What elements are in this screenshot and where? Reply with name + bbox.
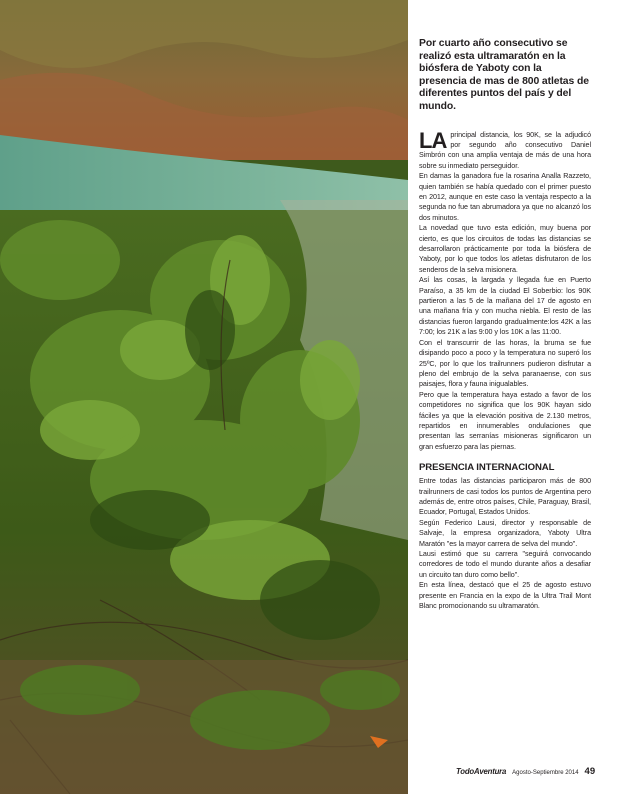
article-lead: Por cuarto año consecutivo se realizó esta ultramaratón en la biósfera de Yaboty con la presencia de mas de 800 atletas de diferentes puntos del país y del mundo. [419,38,589,112]
article-paragraph: Pero que la temperatura haya estado a favor de los competidores no significa que los 90K hayan sido fáciles ya que la elevación positiva de 2.130 metros, repartidos en innumerables ondulaciones que presentan las serranías misioneras significaron un gran esfuerzo para las piernas. [419,390,591,451]
drop-cap: LA [419,127,447,153]
article-paragraph: Entre todas las distancias participaron más de 800 trailrunners de casi todos los puntos de Argentina pero además de, entre otros países, Chile, Paraguay, Brasil, Ecuador, Portugal, Estados Unidos. [419,477,591,517]
magazine-name: TodoAventura [456,767,507,776]
article-paragraph: La novedad que tuvo esta edición, muy buena por cierto, es que los circuitos de todas las distancias se desarrollaron prácticamente por toda la biósfera de Yaboty, por lo que todos los atletas disfrutaron de los senderos de la selva misionera. [419,224,591,274]
article-paragraph: Según Federico Lausi, director y responsable de Salvaje, la empresa organizadora, Yaboty Ultra Maratón "es la mayor carrera de selva del mundo". [419,518,591,548]
article-paragraph: Con el transcurrir de las horas, la bruma se fue disipando poco a poco y la temperatura no superó los 25ºC, por lo que los trailrunners pudieron disfrutar a pleno del embrujo de la selva paranaense, con sus paisajes, flora y fauna inigualables. [419,338,591,389]
article-paragraph: En esta línea, destacó que el 25 de agosto estuvo presente en Francia en la expo de la Ultra Trail Mont Blanc promocionando su ultramaratón. [419,581,591,611]
page-number: 49 [584,766,596,777]
article-body [419,127,591,612]
issue-date: Agosto-Septiembre 2014 [512,770,579,776]
article-paragraph: LA principal distancia, los 90K, se la adjudicó por segundo año consecutivo Daniel Simbrón con una amplia ventaja de más de una hora sobre su inmediato perseguidor. [419,127,591,170]
article-column [419,38,591,611]
section-subhead: PRESENCIA INTERNACIONAL [419,462,555,474]
article-paragraph: En damas la ganadora fue la rosarina Analla Razzeto, quien también se había quedado con el primer puesto en 2012, aunque en este caso la ventaja respecto a la segunda no fue tan abrumadora ya que no alcanzó los dos minutos. [419,172,591,222]
page-footer [456,766,596,778]
article-paragraph: Así las cosas, la largada y llegada fue en Puerto Paraíso, a 35 km de la ciudad El Soberbio: los 90K partieron a las 5 de la mañana del 17 de agosto en una mañana fría y con mucha niebla. El resto de las distancias fueron largando gradualmente:los 42K a las 7:00; los 21K a las 9:00 y los 10K a las 11:00. [419,276,591,337]
article-paragraph: Lausi estimó que su carrera "seguirá convocando corredores de todo el mundo durante años a desafiar un circuito tan duro como bello". [419,550,591,579]
